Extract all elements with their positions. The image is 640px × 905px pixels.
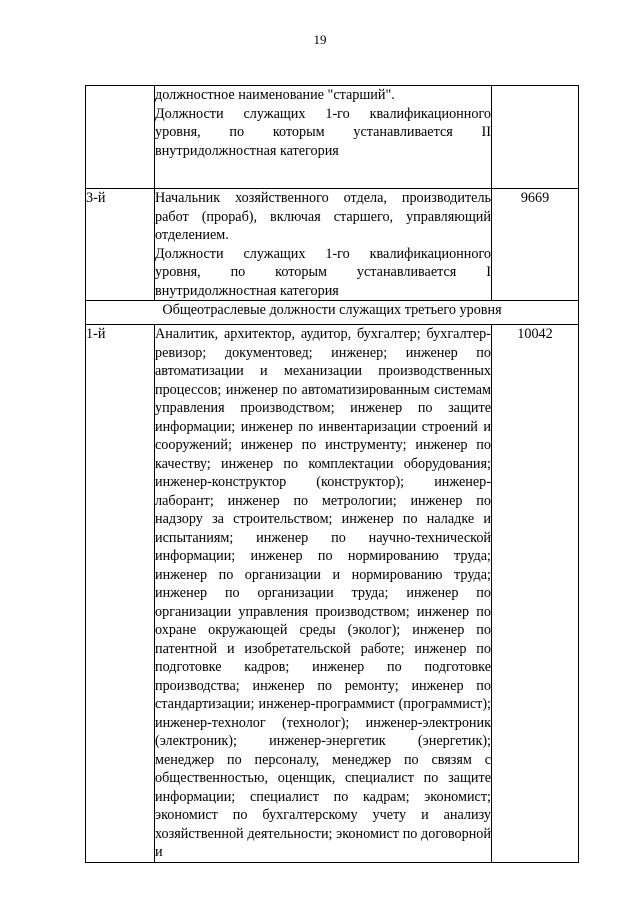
salary-cell: 10042 xyxy=(492,325,579,863)
section-header: Общеотраслевые должности служащих третьего уровня xyxy=(86,301,579,325)
level-cell: 1-й xyxy=(86,325,155,863)
description-cell xyxy=(155,189,492,301)
level-cell: 3-й xyxy=(86,189,155,301)
description-paragraph: Должности служащих 1-го квалификационного уровня, по которым устанавливается II внутридолжностная категория xyxy=(155,105,491,159)
description-paragraph: Начальник хозяйственного отдела, производитель работ (прораб), включая старшего, управляющий отделением. xyxy=(155,190,491,243)
description-cell xyxy=(155,86,492,189)
description-cell: Аналитик, архитектор, аудитор, бухгалтер; бухгалтер-ревизор; документовед; инженер; инженер по автоматизации и механизации производственных процессов; инженер по автоматизированным системам управления производством; инженер по защите информации; инженер по инвентаризации строений и сооружений; инженер по инструменту; инженер по качеству; инженер по комплектации оборудования; инженер-конструктор (конструктор); инженер-лаборант; инженер по метрологии; инженер по надзору за строительством; инженер по наладке и испытаниям; инженер по научно-технической информации; инженер по нормированию труда; инженер по организации и нормированию труда; инженер по организации труда; инженер по организации управления производством; инженер по охране окружающей среды (эколог); инженер по патентной и изобретательской работе; инженер по подготовке кадров; инженер по подготовке производства; инженер по ремонту; инженер по стандартизации; инженер-программист (программист); инженер-технолог (технолог); инженер-электроник (электроник); инженер-энергетик (энергетик); менеджер по персоналу, менеджер по связям с общественностью, оценщик, специалист по защите информации; специалист по кадрам; экономист; экономист по бухгалтерскому учету и анализу хозяйственной деятельности; экономист по договорной и xyxy=(155,326,491,860)
table-row xyxy=(86,86,579,189)
page-number: 19 xyxy=(313,32,327,47)
salary-cell: 9669 xyxy=(492,189,579,301)
level-cell xyxy=(86,86,155,189)
salary-cell xyxy=(492,86,579,189)
description-paragraph: должностное наименование "старший". xyxy=(155,87,395,103)
salary-table xyxy=(85,85,579,863)
table-row xyxy=(86,189,579,301)
description-paragraph: Должности служащих 1-го квалификационного уровня, по которым устанавливается I внутридолжностная категория xyxy=(155,245,491,299)
section-header-row xyxy=(86,301,579,325)
table-row xyxy=(86,325,579,863)
